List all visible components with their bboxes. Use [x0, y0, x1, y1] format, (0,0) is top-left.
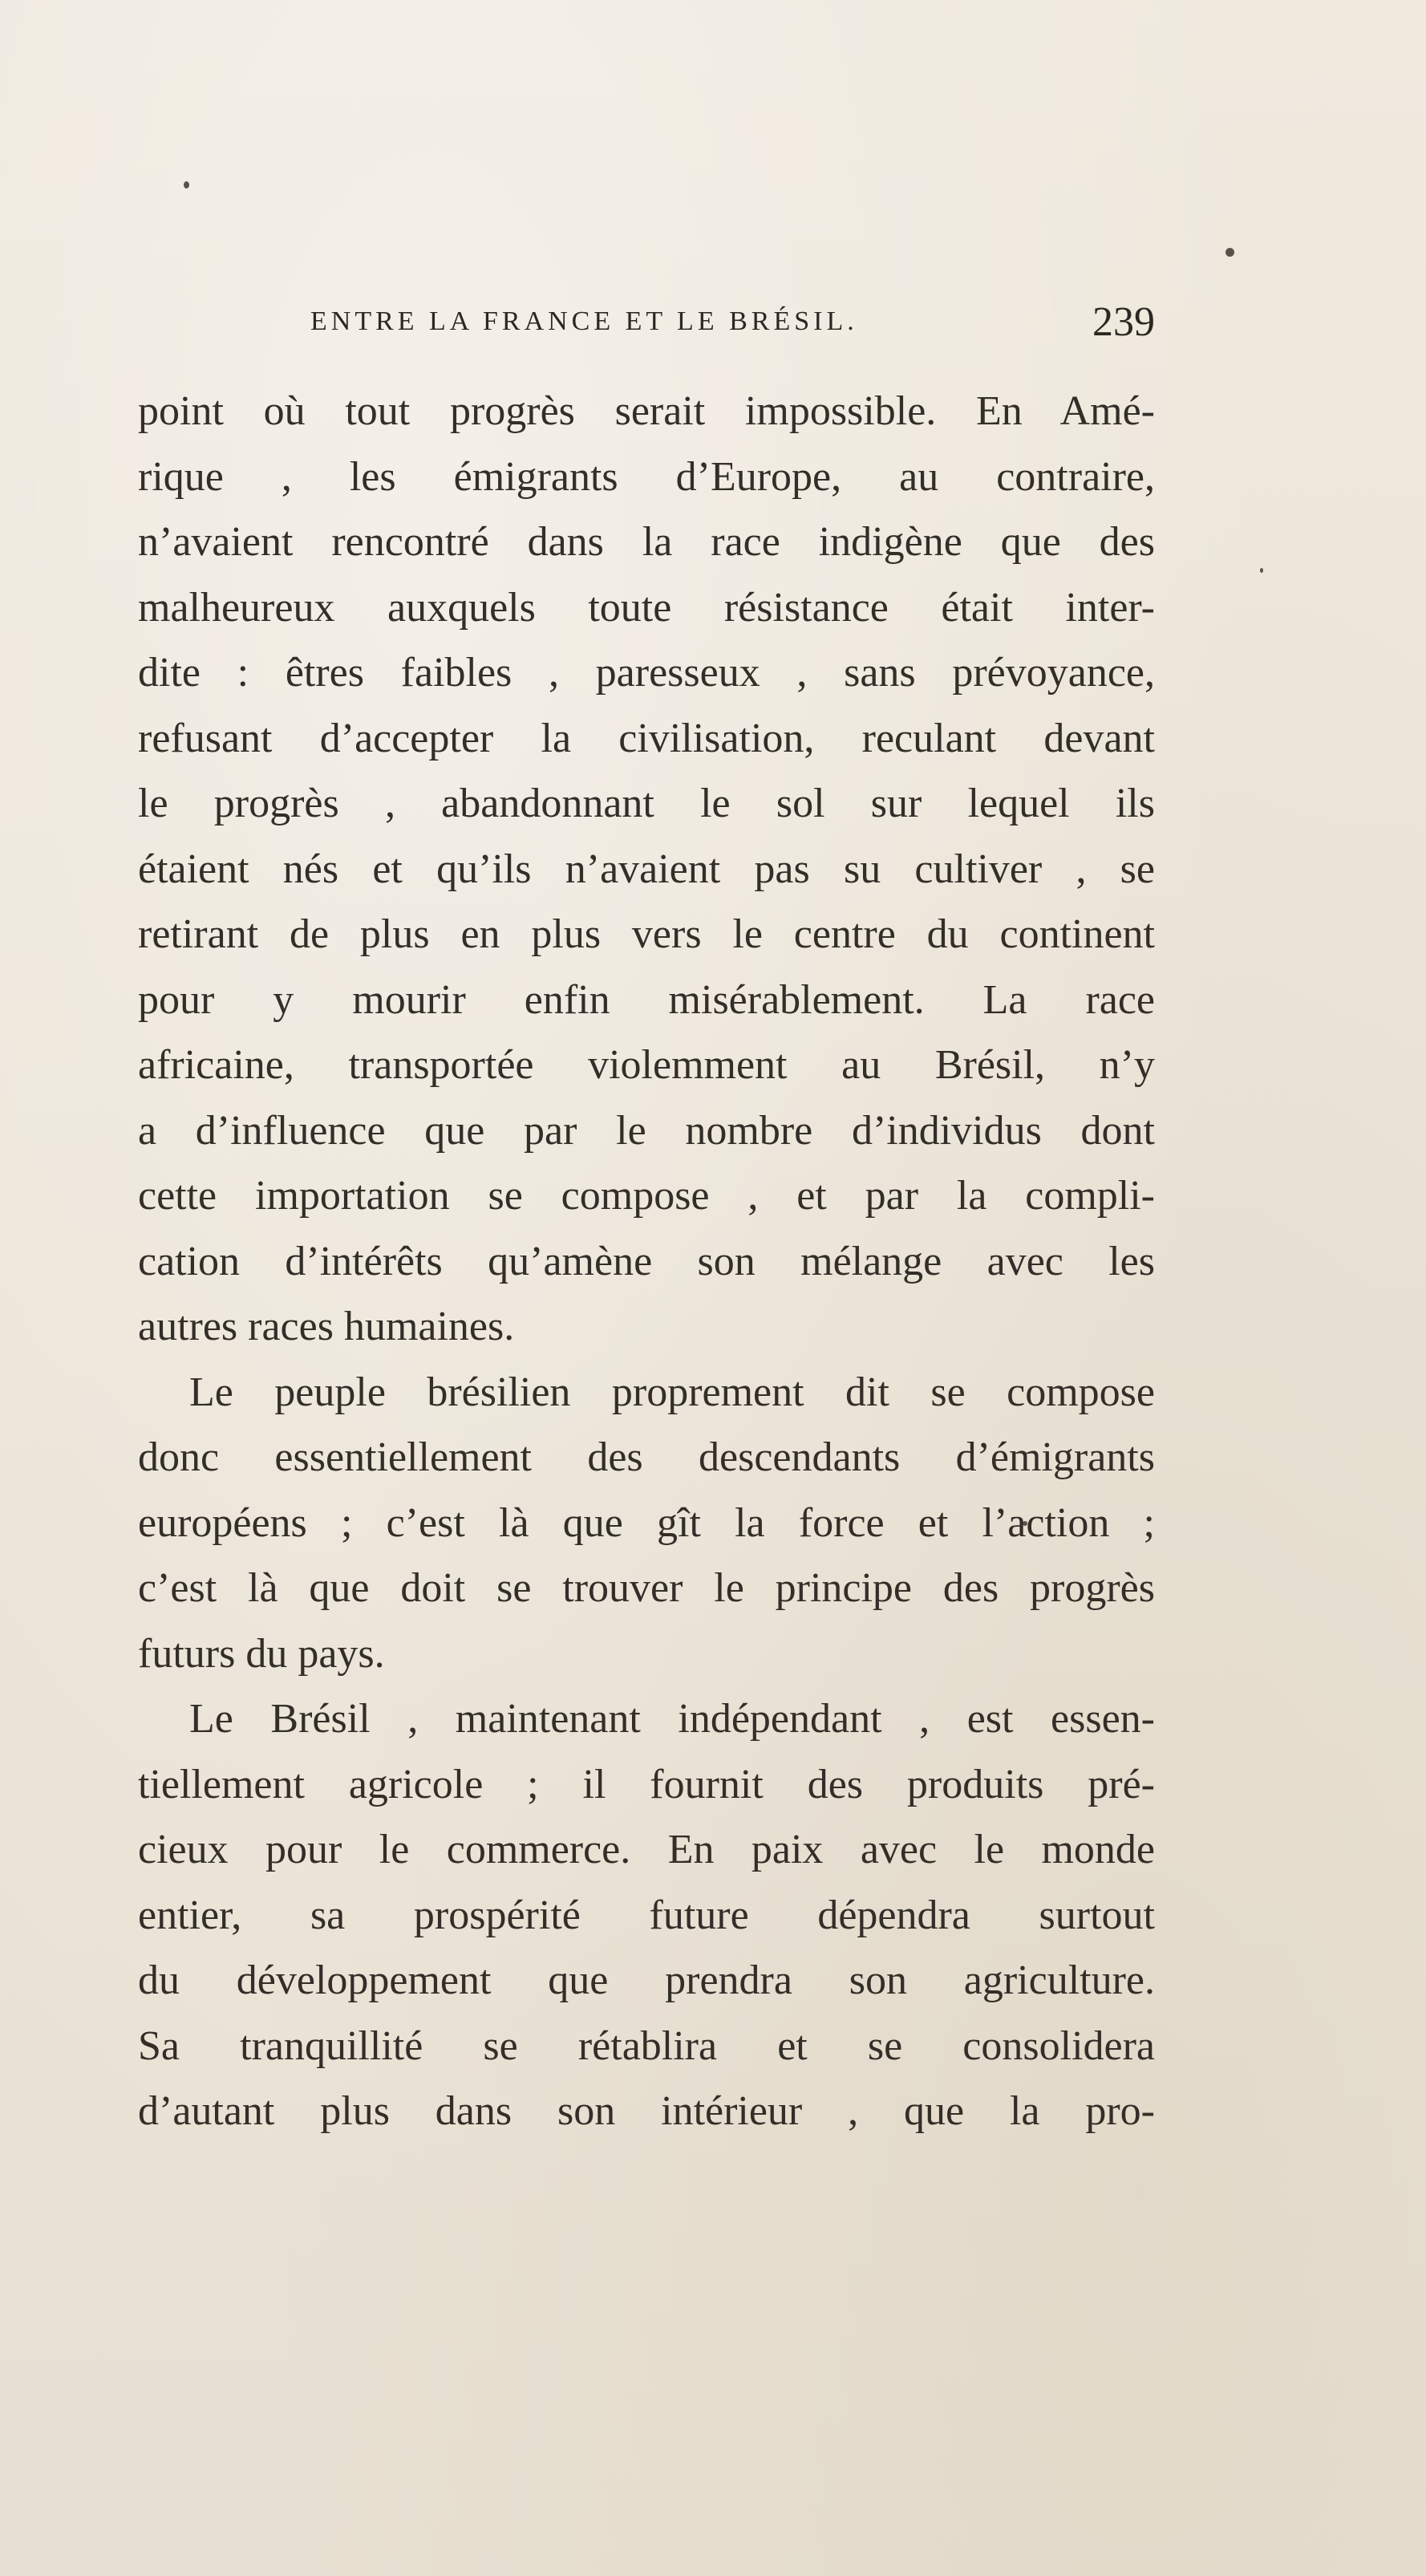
text-line: malheureux auxquels toute résistance était inter- — [138, 584, 1155, 631]
paragraph-2 — [138, 1360, 1155, 1687]
paragraph-1 — [138, 379, 1155, 1360]
text-line: dite : êtres faibles , paresseux , sans prévoyance, — [138, 650, 1155, 696]
text-line: cieux pour le commerce. En paix avec le monde — [138, 1827, 1155, 1872]
text-line: futurs du pays. — [138, 1630, 385, 1677]
text-line: retirant de plus en plus vers le centre du continent — [138, 911, 1155, 957]
text-line: a d’influence que par le nombre d’individus dont — [138, 1107, 1155, 1154]
text-line: cette importation se compose , et par la compli- — [138, 1173, 1155, 1219]
text-line: Le peuple brésilien proprement dit se compose — [189, 1369, 1155, 1415]
paragraph-3 — [138, 1686, 1155, 2144]
text-line: africaine, transportée violemment au Brésil, n’y — [138, 1042, 1155, 1088]
body-text — [138, 379, 1155, 2144]
text-line: le progrès , abandonnant le sol sur lequel ils — [138, 781, 1155, 826]
text-line: donc essentiellement des descendants d’émigrants — [138, 1434, 1155, 1480]
text-line: autres races humaines. — [138, 1304, 515, 1349]
ink-speck — [1225, 248, 1234, 257]
text-line: refusant d’accepter la civilisation, reculant devant — [138, 715, 1155, 761]
text-line: Le Brésil , maintenant indépendant , est essen- — [189, 1696, 1155, 1742]
ink-speck — [1260, 568, 1263, 573]
text-line: entier, sa prospérité future dépendra surtout — [138, 1892, 1155, 1938]
text-line: Sa tranquillité se rétablira et se consolidera — [138, 2022, 1155, 2069]
text-line: d’autant plus dans son intérieur , que la pro- — [138, 2088, 1155, 2134]
text-line: point où tout progrès serait impossible. En Amé- — [138, 388, 1155, 434]
text-line: pour y mourir enfin misérablement. La race — [138, 976, 1155, 1023]
text-line: tiellement agricole ; il fournit des produits pré- — [138, 1761, 1155, 1807]
text-line: européens ; c’est là que gît la force et l’action ; — [138, 1499, 1155, 1546]
text-line: cation d’intérêts qu’amène son mélange avec les — [138, 1238, 1155, 1284]
page-number: 239 — [1092, 299, 1155, 345]
text-line: c’est là que doit se trouver le principe des progrès — [138, 1565, 1155, 1611]
running-title: ENTRE LA FRANCE ET LE BRÉSIL. — [310, 306, 858, 336]
running-head — [138, 298, 1155, 355]
text-line: étaient nés et qu’ils n’avaient pas su cultiver , se — [138, 846, 1155, 892]
text-line: du développement que prendra son agriculture. — [138, 1957, 1155, 2003]
text-line: n’avaient rencontré dans la race indigène que des — [138, 519, 1155, 565]
text-line: rique , les émigrants d’Europe, au contraire, — [138, 453, 1155, 500]
ink-speck — [184, 181, 189, 189]
